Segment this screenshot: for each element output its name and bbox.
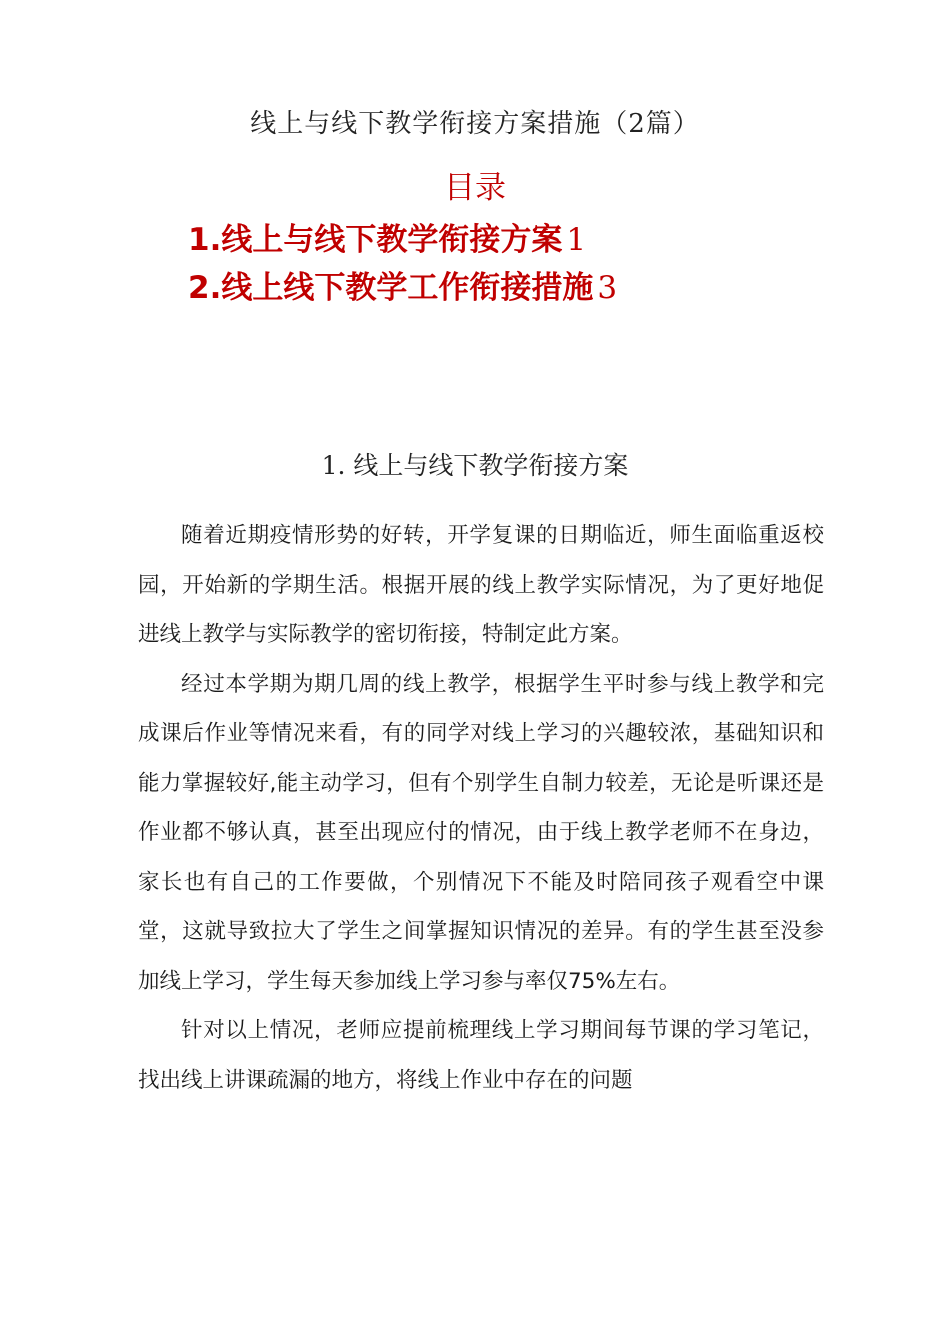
toc-item-label: 2.线上线下教学工作衔接措施 (188, 270, 594, 306)
body-text (138, 511, 824, 1105)
toc-item-page: 1 (566, 222, 587, 258)
toc-heading: 目录 (444, 170, 506, 206)
table-of-contents (188, 216, 617, 312)
toc-item-2[interactable] (188, 264, 617, 312)
paragraph-2: 经过本学期为期几周的线上教学，根据学生平时参与线上教学和完成课后作业等情况来看，有的同学对线上学习的兴趣较浓，基础知识和能力掌握较好,能主动学习，但有个别学生自制力较差，无论是听课还是作业都不够认真，甚至出现应付的情况，由于线上教学老师不在身边，家长也有自己的工作要做，个别情况下不能及时陪同孩子观看空中课堂，这就导致拉大了学生之间掌握知识情况的差异。有的学生甚至没参加线上学习，学生每天参加线上学习参与率仅75%左右。 (138, 671, 824, 994)
document-title: 线上与线下教学衔接方案措施（2篇） (250, 109, 700, 139)
toc-item-1[interactable] (188, 216, 617, 264)
section-title: 1. 线上与线下教学衔接方案 (321, 451, 629, 480)
toc-item-page: 3 (597, 270, 618, 306)
paragraph-3: 针对以上情况，老师应提前梳理线上学习期间每节课的学习笔记，找出线上讲课疏漏的地方，将线上作业中存在的问题 (138, 1018, 824, 1093)
toc-item-label: 1.线上与线下教学衔接方案 (188, 222, 563, 258)
paragraph-1: 随着近期疫情形势的好转，开学复课的日期临近，师生面临重返校园，开始新的学期生活。根据开展的线上教学实际情况，为了更好地促进线上教学与实际教学的密切衔接，特制定此方案。 (138, 523, 824, 647)
